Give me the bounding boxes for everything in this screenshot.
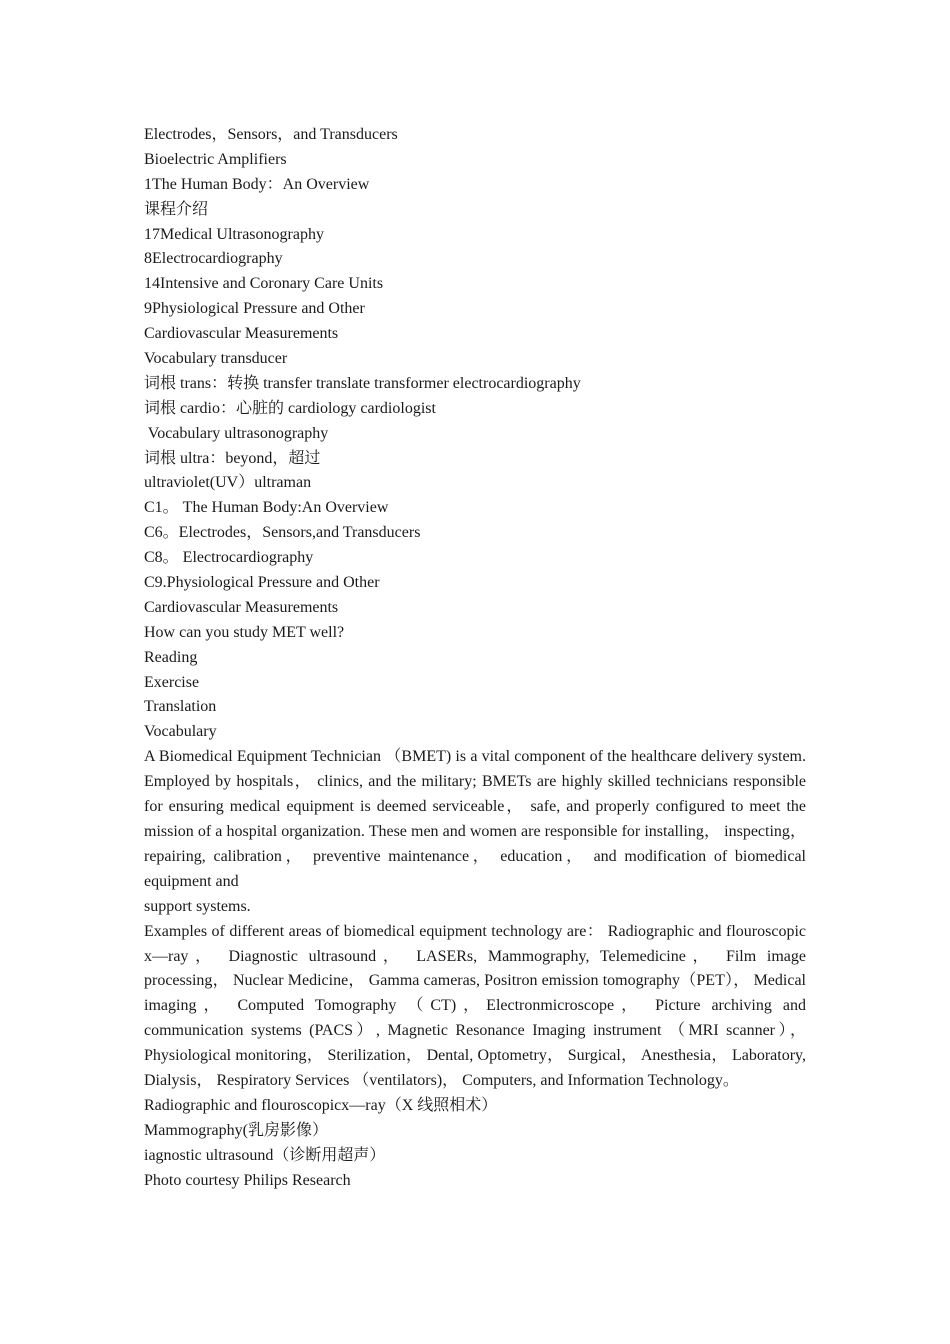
text-line: 9Physiological Pressure and Other [144,300,365,318]
text-line: Translation [144,698,217,716]
text-line: C9.Physiological Pressure and Other [144,574,380,592]
text-line: 14Intensive and Coronary Care Units [144,275,384,293]
text-line: Bioelectric Amplifiers [144,150,287,168]
examples-paragraph: Examples of different areas of biomedical equipment technology are： Radiographic and flouroscopic x—ray， Diagnostic ultrasound， LASERs, Mammography, Telemedicine， Film image processing， Nuclear Medicine， Gamma cameras, Positron emission tomography（PET）， Medical imaging， Computed Tomography （CT)，Electronmicroscope， Picture archiving and communication systems (PACS）, Magnetic Resonance Imaging instrument （MRI scanner）， Physiological monitoring， Sterilization， Dental, Optometry， Surgical， Anesthesia， Laboratory, Dialysis， Respiratory Services （ventilators)， Computers, and Information Technology。 [144,922,806,1090]
text-line: Cardiovascular Measurements [144,598,339,616]
text-line: Mammography(乳房影像） [144,1121,328,1139]
text-line: 词根 ultra：beyond，超过 [144,449,321,467]
text-line: 词根 trans：转换 transfer translate transformer electrocardiography [144,374,581,392]
text-line: 8Electrocardiography [144,250,283,268]
text-line: iagnostic ultrasound（诊断用超声） [144,1146,386,1164]
text-line: support systems. [144,897,251,915]
text-line: Vocabulary transducer [144,350,288,368]
text-line: 17Medical Ultrasonography [144,225,324,243]
text-line: Reading [144,648,198,666]
text-line: How can you study MET well? [144,623,345,641]
text-line: Cardiovascular Measurements [144,325,339,343]
text-line: Electrodes，Sensors，and Transducers [144,126,398,143]
text-line: C1。 The Human Body:An Overview [144,499,389,517]
text-line: C8。 Electrocardiography [144,549,314,567]
text-line: 词根 cardio：心脏的 cardiology cardiologist [144,399,436,417]
text-line: Vocabulary ultrasonography [144,424,329,442]
text-line: Vocabulary [144,723,217,741]
text-line: ultraviolet(UV）ultraman [144,474,312,492]
text-line: C6。Electrodes，Sensors,and Transducers [144,524,421,542]
text-line: 课程介绍 [144,200,209,218]
text-line: 1The Human Body：An Overview [144,175,370,193]
text-line: Radiographic and flouroscopicx—ray（X 线照相术） [144,1096,498,1114]
text-line: Exercise [144,673,200,691]
text-line: Photo courtesy Philips Research [144,1171,351,1189]
bmet-paragraph: A Biomedical Equipment Technician （BMET) is a vital component of the healthcare delivery system. Employed by hospitals， clinics, and the military; BMETs are highly skilled technicians responsible for ensuring medical equipment is deemed serviceable， safe, and properly configured to meet the mission of a hospital organization. These men and women are responsible for installing， inspecting， repairing, calibration， preventive maintenance， education， and modification of biomedical equipment and [144,748,806,890]
